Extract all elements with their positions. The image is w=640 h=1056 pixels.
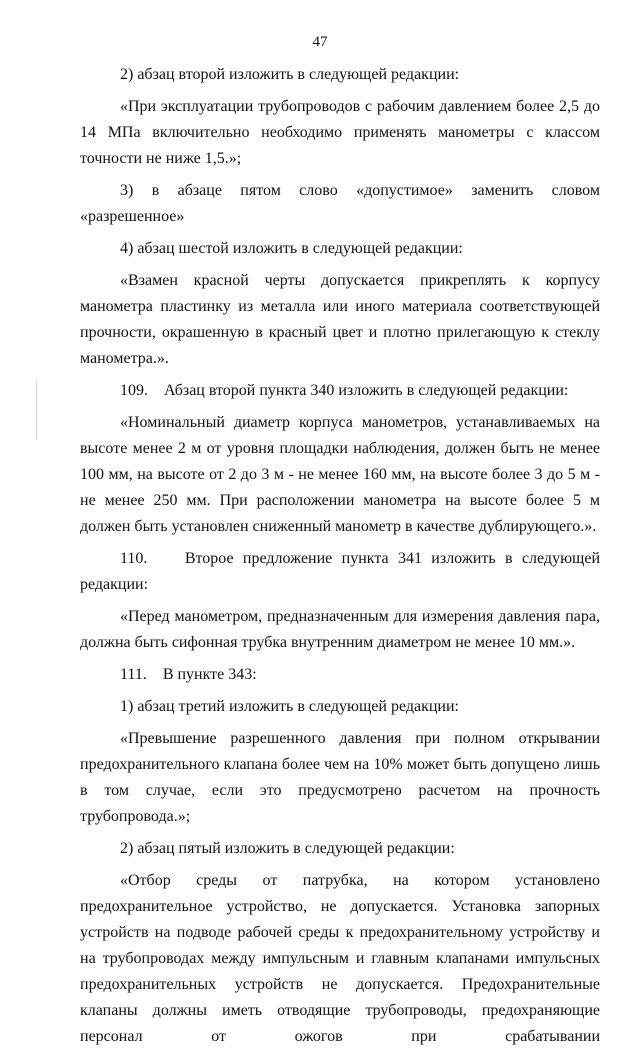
page-number: 47 bbox=[312, 34, 328, 50]
paragraph: «Номинальный диаметр корпуса манометров, устанавливаемых на высоте менее 2 м от уровня площадки наблюдения, должен быть не менее 100 мм, на высоте от 2 до 3 м - не менее 160 мм, на высоте более 3 до 5 м - не менее 250 мм. При расположении манометра на высоте более 5 м должен быть установлен сниженный манометр в качестве дублирующего.». bbox=[80, 414, 600, 535]
document-body bbox=[80, 62, 600, 1056]
paragraph: 1) абзац третий изложить в следующей редакции: bbox=[120, 698, 459, 715]
paragraph: «Взамен красной черты допускается прикреплять к корпусу манометра пластинку из металла или иного материала соответствующей прочности, окрашенную в красный цвет и плотно прилегающую к стеклу манометра.». bbox=[80, 272, 600, 367]
paragraph: 110. Второе предложение пункта 341 изложить в следующей редакции: bbox=[80, 550, 600, 593]
paragraph: 109. Абзац второй пункта 340 изложить в следующей редакции: bbox=[120, 382, 569, 399]
paragraph: 2) абзац пятый изложить в следующей редакции: bbox=[120, 840, 455, 857]
paragraph: «Отбор среды от патрубка, на котором установлено предохранительное устройство, не допускается. Установка запорных устройств на подводе рабочей среды к предохранительному устройству и на трубопроводах между импульсным и главным клапанами импульсных предохранительных устройств не допускается. Предохранительные клапаны должны иметь отводящие трубопроводы, предохраняющие персонал от ожогов при срабатывании bbox=[80, 872, 600, 1045]
paragraph: 4) абзац шестой изложить в следующей редакции: bbox=[120, 240, 463, 257]
paragraph: 3) в абзаце пятом слово «допустимое» заменить словом «разрешенное» bbox=[80, 182, 600, 225]
paragraph: «Превышение разрешенного давления при полном открывании предохранительного клапана более чем на 10% может быть допущено лишь в том случае, если это предусмотрено расчетом на прочность трубопровода.»; bbox=[80, 730, 600, 825]
paragraph: «Перед манометром, предназначенным для измерения давления пара, должна быть сифонная трубка внутренним диаметром не менее 10 мм.». bbox=[80, 608, 600, 651]
paragraph: «При эксплуатации трубопроводов с рабочим давлением более 2,5 до 14 МПа включительно необходимо применять манометры с классом точности не ниже 1,5.»; bbox=[80, 98, 600, 167]
margin-mark bbox=[36, 380, 37, 440]
paragraph: 111. В пункте 343: bbox=[120, 666, 257, 683]
paragraph: 2) абзац второй изложить в следующей редакции: bbox=[120, 66, 460, 83]
